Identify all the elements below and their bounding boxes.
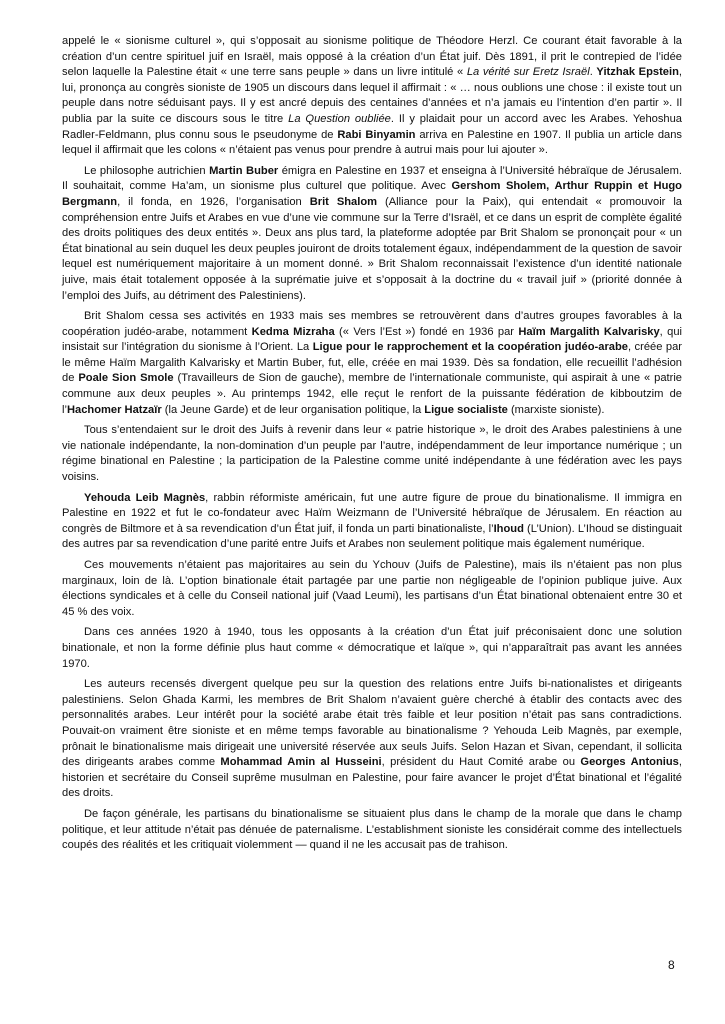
paragraph bbox=[62, 34, 682, 159]
text-run: De façon générale, les partisans du binationalisme se situaient plus dans le champ de la morale que dans le champ politique, et leur attitude n’était pas dénuée de paternalisme. L’establishment sioniste les considérait comme des intellectuels coupés des réalités et les critiquait violemment — quand il ne les accusait pas de trahison. bbox=[62, 807, 682, 852]
paragraph bbox=[62, 423, 682, 485]
bold-name: Brit Shalom bbox=[309, 195, 378, 208]
paragraph bbox=[62, 164, 682, 304]
text-run: , historien et secrétaire du Conseil suprême musulman en Palestine, pour faire avancer le projet d’État binational et l’égalité des droits. bbox=[62, 756, 682, 800]
text-run: Les auteurs recensés divergent quelque peu sur la question des relations entre Juifs bi-nationalistes et dirigeants palestiniens. Selon Ghada Karmi, les membres de Brit Shalom n’avaient guère cherché à établir des contacts avec des personnalités arabes. Leur intérêt pour la société arabe était très faible et leur position n’était pas sans contradictions. Pouvait-on vraiment être sioniste et en même temps favorable au binationalisme ? Yehouda Leib Magnès, par exemple, prônait le binationalisme mais dirigeait une université réservée aux seuls Juifs. Selon Hazan et Sivan, cependant, il sollicita des dirigeants arabes comme bbox=[62, 678, 682, 769]
text-run: (Travailleurs de Sion de gauche), membre de l’internationale communiste, qui aspirait à une « patrie commune aux deux peuples ». Au printemps 1942, elle reçut le renfort de la puissante fédération de kibboutzim de l’ bbox=[62, 372, 682, 416]
text-run: arriva en Palestine en 1907. Il publia un article dans lequel il affirmait que les colons « n’étaient pas venus pour prendre à autrui mais pour lui ajouter ». bbox=[62, 128, 682, 157]
text-run: Le philosophe autrichien bbox=[84, 164, 210, 177]
italic-title: La vérité sur Eretz Israël bbox=[466, 66, 590, 79]
text-run: Ces mouvements n’étaient pas majoritaires au sein du Ychouv (Juifs de Palestine), mais ils n’étaient pas non plus marginaux, loin de là. L’option binationale était partagée par une partie non négligeable de l’opinion publique juive. Aux élections syndicales et à celle du Conseil national juif (Vaad Leumi), les partisans d’un État binational obtenaient entre 30 et 45 % des voix. bbox=[62, 559, 682, 618]
paragraph bbox=[62, 558, 682, 620]
bold-name: Poale Sion Smole bbox=[78, 372, 174, 385]
text-run: (L’Union). L’Ihoud se distinguait des autres par sa revendication d’une parité entre Juifs et Arabes non seulement politique mais également numérique. bbox=[62, 522, 682, 551]
paragraph bbox=[62, 491, 682, 553]
text-run: (Alliance pour la Paix), qui entendait « promouvoir la compréhension entre Juifs et Arabes en vue d’une vie commune sur la Terre d’Israël, et ce dans un esprit de complète égalité des droits politiques des deux entités ». Deux ans plus tard, la plateforme adoptée par Brit Shalom se prononçait pour « un État binational au sein duquel les deux peuples jouiront de droits totalement égaux, indépendamment de la question de savoir lequel est numériquement majoritaire à un moment donné. » Brit Shalom reconnaissait l’existence d’un identité nationale juive, mais était totalement opposée à la suprématie juive et s’opposait à la doctrine du « travail juif » (priorité donnée à l’emploi des Juifs, au détriment des Palestiniens). bbox=[62, 195, 682, 302]
page-number: 8 bbox=[668, 958, 675, 972]
text-run: (la Jeune Garde) et de leur organisation politique, la bbox=[161, 403, 425, 416]
bold-name: Georges Antonius bbox=[580, 756, 679, 769]
text-run: . Il y plaidait pour un accord avec les Arabes. Yehoshua Radler-Feldmann, plus connu sous le pseudonyme de bbox=[62, 112, 683, 141]
text-run: , créée par le même Haïm Margalith Kalvarisky et Martin Buber, fut, elle, créée en mai 1939. Dès sa fondation, elle recueillit l’adhésion de bbox=[62, 341, 682, 385]
text-run: Tous s’entendaient sur le droit des Juifs à revenir dans leur « patrie historique », le droit des Arabes palestiniens à une vie nationale indépendante, la non-domination d’un peuple par l’autre, indépendamment de leur importance numérique ; un régime binational en Palestine ; la participation de la Palestine comme unité indépendante à une fédération avec les pays voisins. bbox=[62, 424, 682, 484]
bold-name: Hachomer Hatzaïr bbox=[66, 403, 162, 416]
text-run: , président du Haut Comité arabe ou bbox=[381, 756, 581, 769]
text-run: appelé le « sionisme culturel », qui s’opposait au sionisme politique de Théodore Herzl. Ce courant était favorable à la création d’un centre spirituel juif en Israël, mais opposé à la création d’un État juif. Dès 1891, il prit le contrepied de l’idée selon laquelle la Palestine était « une terre sans peuple » dans un livre intitulé « bbox=[62, 35, 682, 79]
bold-name: Ihoud bbox=[493, 522, 524, 535]
bold-name: Gershom Sholem, Arthur Ruppin et Hugo Bergmann bbox=[62, 180, 682, 208]
paragraph bbox=[62, 807, 682, 854]
text-run: , il fonda, en 1926, l’organisation bbox=[117, 195, 310, 208]
text-run: Brit Shalom cessa ses activités en 1933 mais ses membres se retrouvèrent dans d’autres groupes favorables à la coopération judéo-arabe, notamment bbox=[62, 310, 682, 338]
document-page bbox=[62, 34, 682, 859]
text-run: (marxiste sioniste). bbox=[507, 403, 605, 416]
bold-name: Mohammad Amin al Husseini bbox=[220, 756, 382, 769]
bold-name: Ligue socialiste bbox=[424, 403, 508, 416]
text-run: . bbox=[589, 66, 597, 79]
bold-name: Ligue pour le rapprochement et la coopération judéo-arabe bbox=[312, 341, 628, 354]
paragraph bbox=[62, 677, 682, 802]
bold-name: Yehouda Leib Magnès bbox=[84, 491, 206, 504]
bold-name: Martin Buber bbox=[209, 164, 279, 177]
text-run: Dans ces années 1920 à 1940, tous les opposants à la création d’un État juif préconisaient donc une solution binationale, et non la forme définie plus haut comme « démocratique et laïque », qui n’apparaîtrait pas avant les années 1970. bbox=[62, 626, 682, 670]
paragraph bbox=[62, 625, 682, 672]
text-run: émigra en Palestine en 1937 et enseigna à l’Université hébraïque de Jérusalem. Il souhaitait, comme Ha’am, un sionisme plus culturel que politique. Avec bbox=[62, 164, 682, 193]
paragraph bbox=[62, 309, 682, 418]
text-run: , rabbin réformiste américain, fut une autre figure de proue du binationalisme. Il immigra en Palestine en 1922 et fut le co-fondateur avec Haïm Weizmann de l’Université hébraïque de Jérusalem. En réaction au congrès de Biltmore et à sa revendication d’un État juif, il fonda un parti binationaliste, l’ bbox=[62, 491, 683, 535]
italic-title: La Question oubliée bbox=[288, 112, 391, 125]
bold-name: Kedma Mizraha bbox=[251, 325, 335, 338]
bold-name: Rabi Binyamin bbox=[337, 128, 416, 141]
text-run: , lui, prononça au congrès sioniste de 1905 un discours dans lequel il affirmait : « … nous oublions une chose : il existe tout un peuple dans notre séduisant pays. Il y est ancré depuis des centaines d’années et n’a jamais eu l’intention d’en partir ». Il publia par la suite ce discours sous le titre bbox=[62, 66, 682, 125]
text-run: , qui insistait sur l’intégration du sionisme à l’Orient. La bbox=[62, 325, 682, 354]
text-run: (« Vers l’Est ») fondé en 1936 par bbox=[334, 325, 519, 338]
bold-name: Yitzhak Epstein bbox=[596, 66, 679, 79]
bold-name: Haïm Margalith Kalvarisky bbox=[518, 325, 660, 338]
